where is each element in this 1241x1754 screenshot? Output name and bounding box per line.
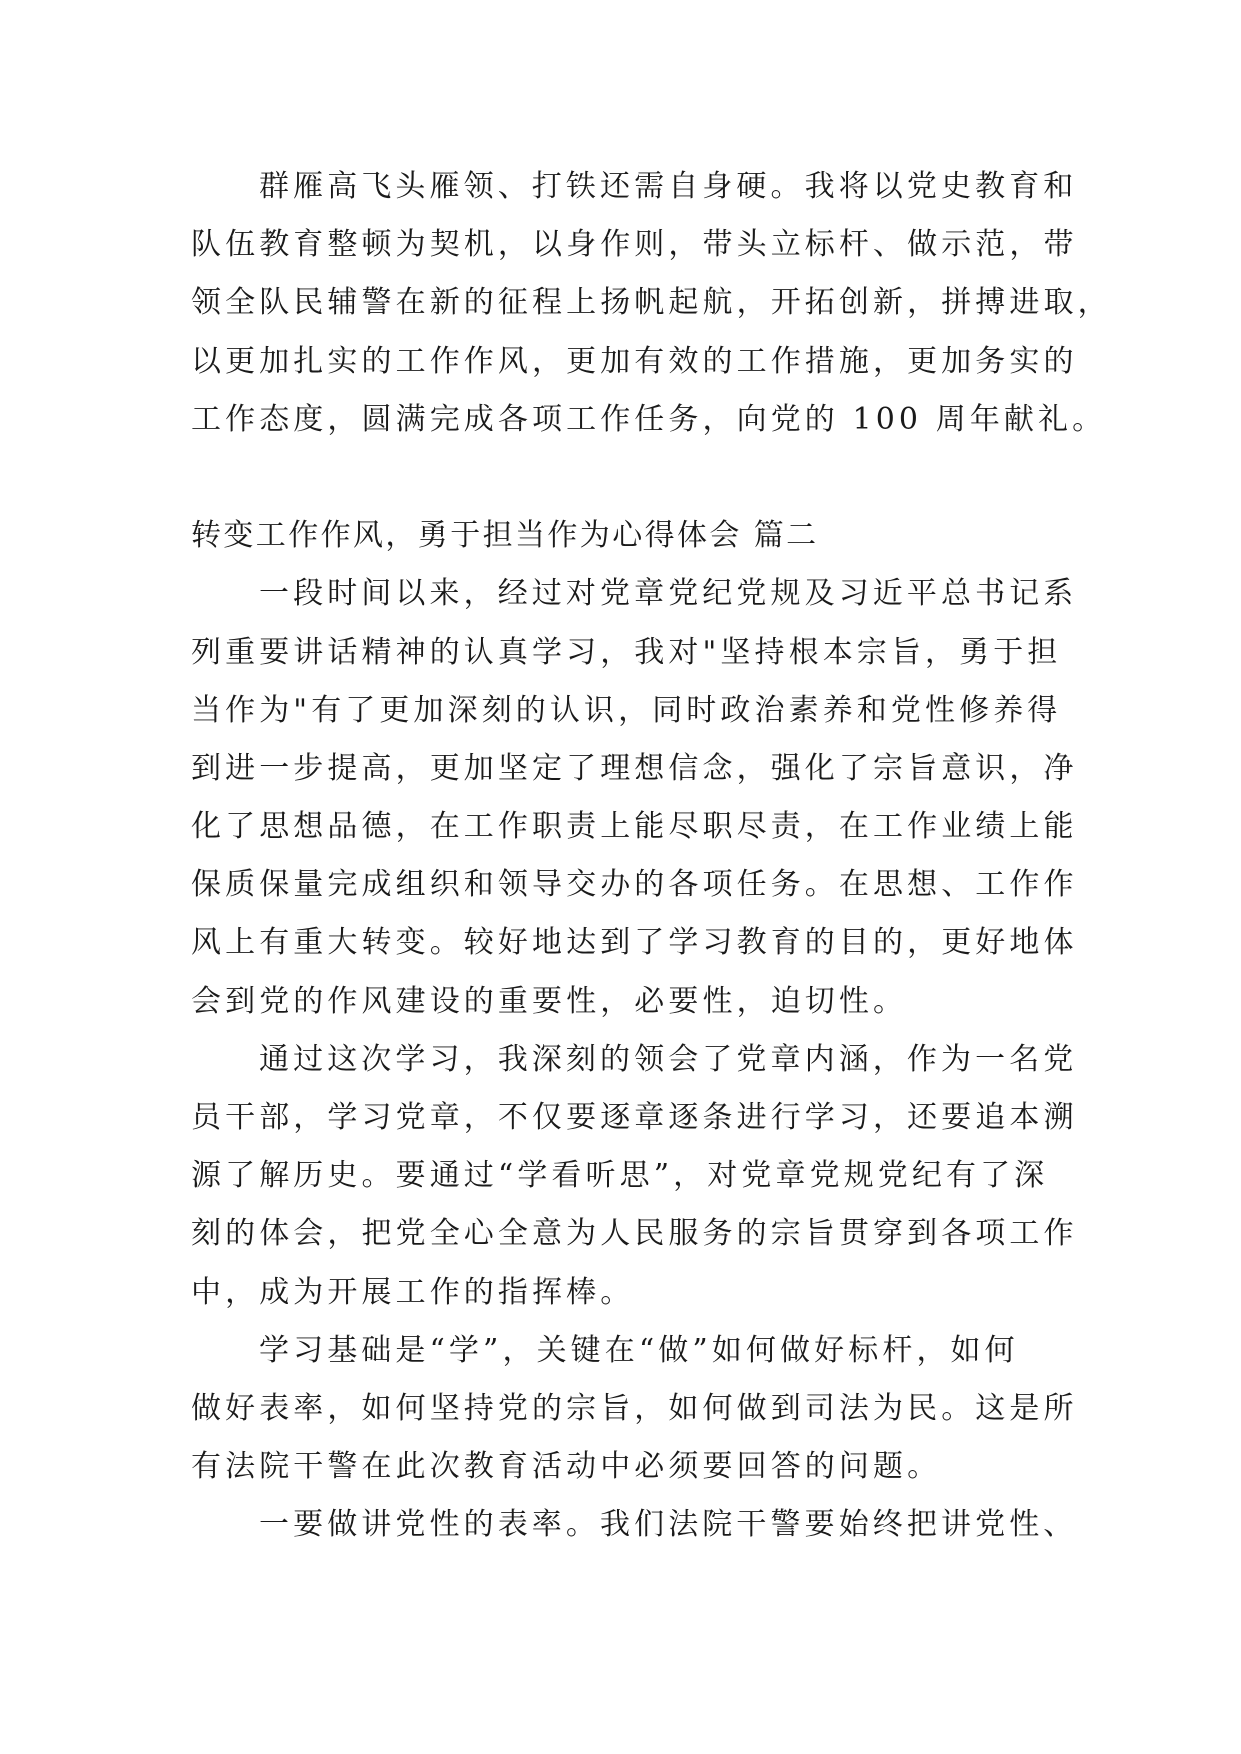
text-line: 群雁高飞头雁领、打铁还需自身硬。我将以党史教育和	[259, 169, 1078, 204]
paragraph-3	[191, 1031, 1078, 1322]
text-line: 通过这次学习，我深刻的领会了党章内涵，作为一名党	[259, 1041, 1078, 1077]
text-line: 员干部，学习党章，不仅要逐章逐条进行学习，还要追本溯	[191, 1100, 1078, 1135]
text-line: 化了思想品德，在工作职责上能尽职尽责，在工作业绩上能	[191, 809, 1078, 845]
blank-line	[191, 449, 1051, 507]
section-heading: 转变工作作风，勇于担当作为心得体会 篇二	[191, 518, 819, 554]
paragraph-1	[191, 158, 1112, 449]
text-line: 刻的体会，把党全心全意为人民服务的宗旨贯穿到各项工作	[191, 1216, 1078, 1252]
text-line: 有法院干警在此次教育活动中必须要回答的问题。	[191, 1449, 942, 1485]
text-line: 做好表率，如何坚持党的宗旨，如何做到司法为民。这是所	[191, 1390, 1078, 1426]
text-line: 会到党的作风建设的重要性，必要性，迫切性。	[191, 983, 908, 1019]
text-line: 以更加扎实的工作作风，更加有效的工作措施，更加务实的	[191, 343, 1078, 379]
text-line: 风上有重大转变。较好地达到了学习教育的目的，更好地体	[191, 925, 1078, 961]
text-line: 保质保量完成组织和领导交办的各项任务。在思想、工作作	[191, 867, 1078, 903]
text-line: 中，成为开展工作的指挥棒。	[191, 1274, 635, 1310]
paragraph-2	[191, 565, 1078, 1031]
text-line: 列重要讲话精神的认真学习，我对"坚持根本宗旨，勇于担	[191, 634, 1062, 670]
text-line: 一段时间以来，经过对党章党纪党规及习近平总书记系	[259, 576, 1078, 612]
text-line: 工作态度，圆满完成各项工作任务，向党的 100 周年献礼。	[191, 401, 1107, 437]
paragraph-4	[191, 1322, 1078, 1497]
text-line: 队伍教育整顿为契机，以身作则，带头立标杆、做示范，带	[191, 227, 1078, 263]
text-line: 学习基础是“学”，关键在“做”如何做好标杆，如何	[259, 1332, 1019, 1368]
text-line: 源了解历史。要通过“学看听思”，对党章党规党纪有了深	[191, 1158, 1049, 1194]
paragraph-5	[191, 1496, 1078, 1554]
text-line: 当作为"有了更加深刻的认识，同时政治素养和党性修养得	[191, 692, 1062, 728]
document-body	[191, 158, 1112, 1555]
text-line: 领全队民辅警在新的征程上扬帆起航，开拓创新，拼搏进取，	[191, 285, 1112, 321]
text-line: 一要做讲党性的表率。我们法院干警要始终把讲党性、	[259, 1507, 1078, 1543]
text-line: 到进一步提高，更加坚定了理想信念，强化了宗旨意识，净	[191, 750, 1078, 786]
